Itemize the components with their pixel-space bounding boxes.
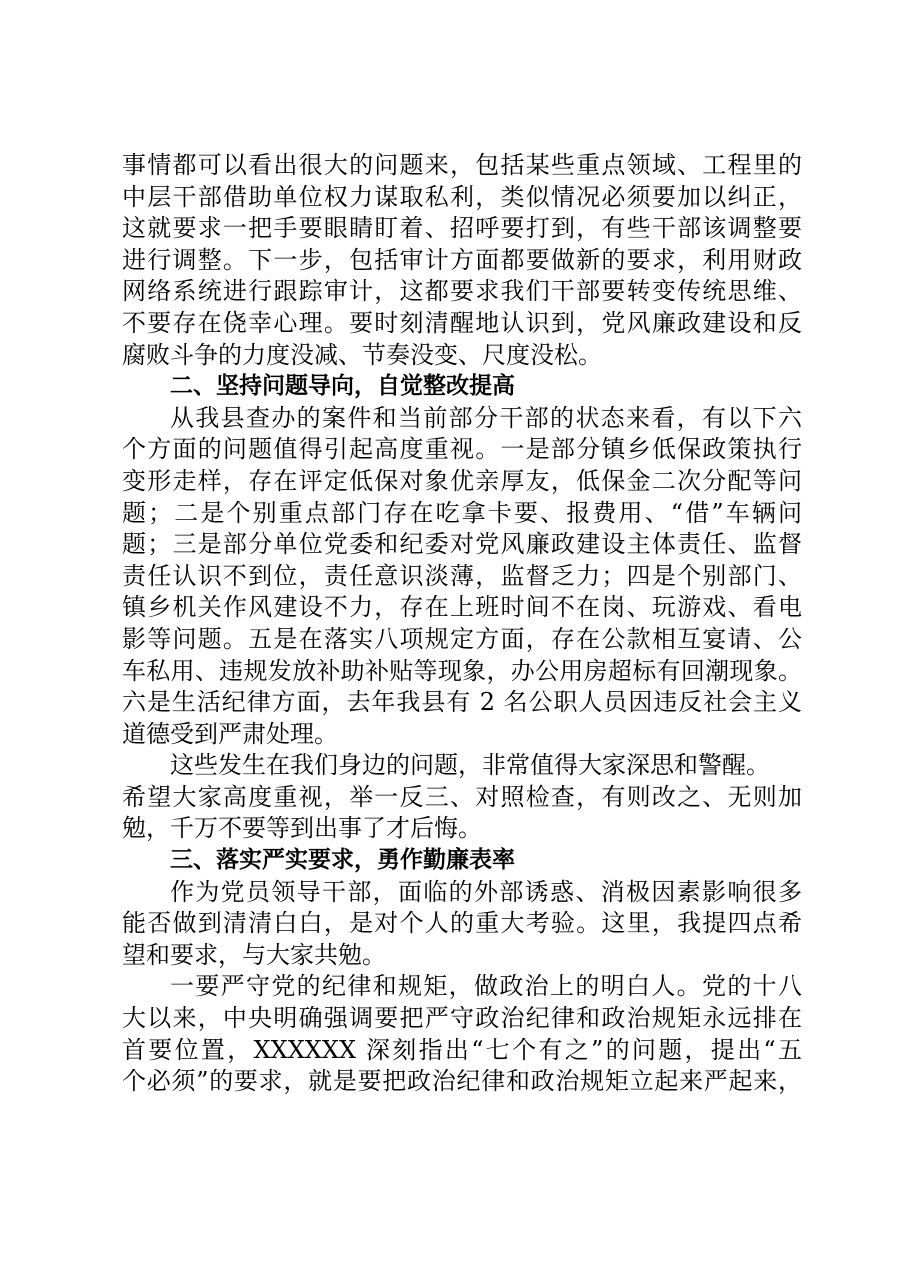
paragraph-line: 望和要求，与大家共勉。 [122, 940, 386, 969]
paragraph-5 [122, 971, 802, 1097]
paragraph-line: 首要位置，XXXXXX 深刻指出“七个有之”的问题，提出“五 [122, 1035, 802, 1064]
paragraph-line: 腐败斗争的力度没减、节奏没变、尺度没松。 [122, 340, 602, 369]
paragraph-2 [122, 403, 802, 751]
paragraph-line: 责任认识不到位，责任意识淡薄，监督乏力；四是个别部门、 [122, 561, 802, 590]
paragraph-line: 希望大家高度重视，举一反三、对照检查，有则改之、无则加 [122, 782, 802, 811]
paragraph-line: 一要严守党的纪律和规矩，做政治上的明白人。党的十八 [170, 972, 802, 1001]
paragraph-line: 从我县查办的案件和当前部分干部的状态来看，有以下六 [170, 403, 802, 432]
paragraph-line: 影等问题。五是在落实八项规定方面，存在公款相互宴请、公 [122, 624, 802, 653]
paragraph-line: 个必须”的要求，就是要把政治纪律和政治规矩立起来严起来， [122, 1067, 802, 1096]
paragraph-line: 个方面的问题值得引起高度重视。一是部分镇乡低保政策执行 [122, 435, 802, 464]
section-heading-3: 三、落实严实要求，勇作勤廉表率 [170, 847, 515, 874]
section-heading-2: 二、坚持问题导向，自觉整改提高 [170, 373, 515, 400]
paragraph-line: 变形走样，存在评定低保对象优亲厚友，低保金二次分配等问 [122, 466, 802, 495]
paragraph-line: 道德受到严肃处理。 [122, 719, 338, 748]
paragraph-line: 不要存在侥幸心理。要时刻清醒地认识到，党风廉政建设和反 [122, 308, 802, 337]
paragraph-4 [122, 877, 802, 972]
paragraph-1 [122, 150, 802, 371]
document-body [122, 150, 802, 1098]
paragraph-line: 进行调整。下一步，包括审计方面都要做新的要求，利用财政 [122, 245, 802, 274]
paragraph-line: 题；三是部分单位党委和纪委对党风廉政建设主体责任、监督 [122, 530, 802, 559]
paragraph-line: 事情都可以看出很大的问题来，包括某些重点领域、工程里的 [122, 151, 802, 179]
paragraph-line: 题；二是个别重点部门存在吃拿卡要、报费用、“借”车辆问 [122, 498, 802, 527]
paragraph-line: 六是生活纪律方面，去年我县有 2 名公职人员因违反社会主义 [122, 688, 802, 717]
paragraph-line: 这些发生在我们身边的问题，非常值得大家深思和警醒。 [170, 751, 770, 780]
paragraph-line: 这就要求一把手要眼睛盯着、招呼要打到，有些干部该调整要 [122, 214, 802, 243]
paragraph-line: 勉，千万不要等到出事了才后悔。 [122, 814, 482, 843]
paragraph-line: 中层干部借助单位权力谋取私利，类似情况必须要加以纠正， [122, 182, 802, 211]
paragraph-3 [122, 750, 802, 845]
paragraph-line: 网络系统进行跟踪审计，这都要求我们干部要转变传统思维、 [122, 277, 802, 306]
paragraph-line: 能否做到清清白白，是对个人的重大考验。这里，我提四点希 [122, 909, 802, 938]
paragraph-line: 镇乡机关作风建设不力，存在上班时间不在岗、玩游戏、看电 [122, 593, 802, 622]
paragraph-line: 作为党员领导干部，面临的外部诱惑、消极因素影响很多 [170, 877, 802, 906]
paragraph-line: 车私用、违规发放补助补贴等现象，办公用房超标有回潮现象。 [122, 656, 802, 685]
paragraph-line: 大以来，中央明确强调要把严守政治纪律和政治规矩永远排在 [122, 1004, 802, 1033]
